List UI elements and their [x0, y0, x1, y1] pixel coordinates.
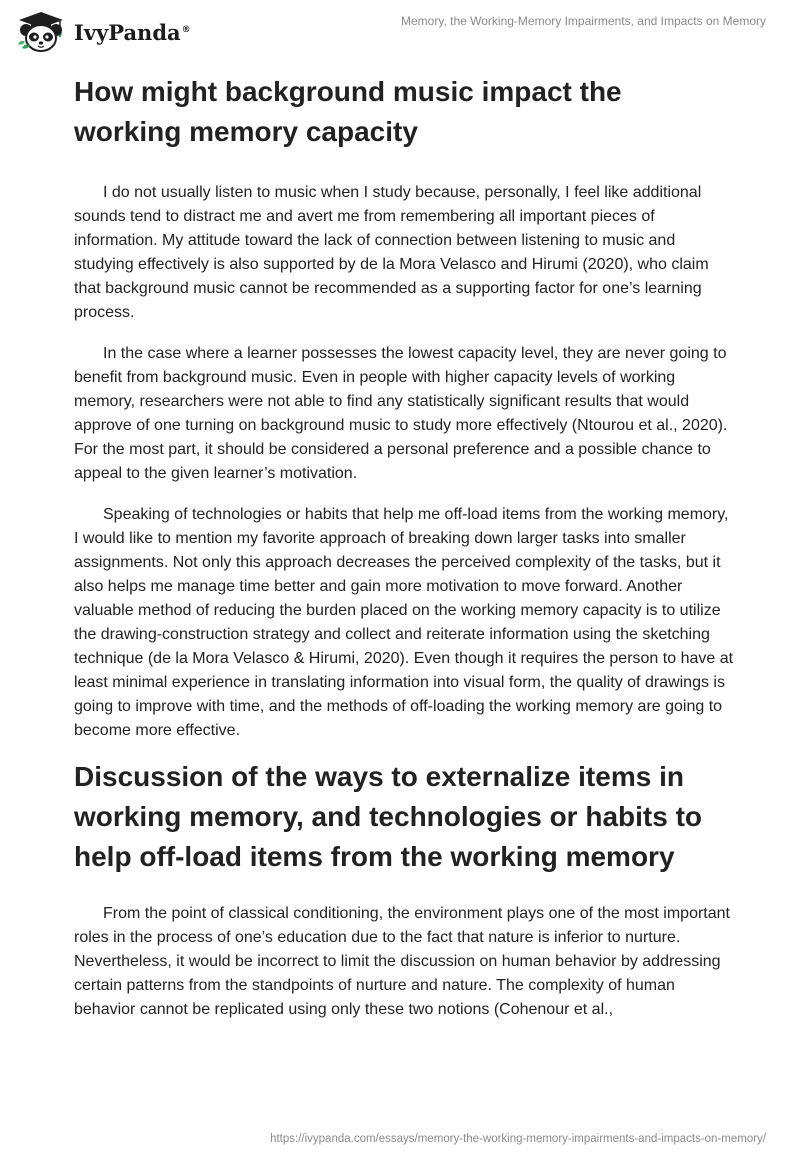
- ivypanda-logo[interactable]: [14, 10, 191, 54]
- page-header: [0, 0, 800, 60]
- paragraph: In the case where a learner possesses the lowest capacity level, they are never going to benefit from background music. Even in people with higher capacity levels of working memory, researchers were not able to find any statistically significant results that would approve of one turning on background music to study more effectively (Ntourou et al., 2020). For the most part, it should be considered a personal preference and a possible chance to appeal to the given learner’s motivation.: [74, 345, 728, 482]
- paragraph: Speaking of technologies or habits that help me off-load items from the working memory, I would like to mention my favorite approach of breaking down larger tasks into smaller assignments. Not only this approach decreases the perceived complexity of the tasks, but it also helps me manage time better and gain more motivation to move forward. Another valuable method of reducing the burden placed on the working memory capacity is to utilize the drawing-construction strategy and collect and reiterate information using the sketching technique (de la Mora Velasco & Hirumi, 2020). Even though it requires the person to have at least minimal experience in translating information into visual form, the quality of drawings is going to improve with time, and the methods of off-loading the working memory are going to become more effective.: [74, 506, 734, 739]
- paragraph: I do not usually listen to music when I study because, personally, I feel like additional sounds tend to distract me and avert me from remembering all important pieces of information. My attitude toward the lack of connection between listening to music and studying effectively is also supported by de la Mora Velasco and Hirumi (2020), who claim that background music cannot be recommended as a supporting factor for one’s learning process.: [74, 184, 709, 321]
- source-url-link[interactable]: https://ivypanda.com/essays/memory-the-working-memory-impairments-and-impacts-on-memory/: [270, 1133, 766, 1145]
- section-heading: How might background music impact the working memory capacity: [74, 76, 622, 147]
- document-title: Memory, the Working-Memory Impairments, and Impacts on Memory: [401, 14, 766, 28]
- logo-text: IvyPanda®: [74, 19, 191, 45]
- article-body: [74, 68, 734, 1022]
- panda-graduate-icon: [14, 10, 68, 54]
- paragraph: From the point of classical conditioning, the environment plays one of the most important roles in the process of one’s education due to the fact that nature is inferior to nurture. Nevertheless, it would be incorrect to limit the discussion on human behavior by addressing certain patterns from the standpoints of nurture and nature. The complexity of human behavior cannot be replicated using only these two notions (Cohenour et al.,: [74, 905, 730, 1018]
- section-heading: Discussion of the ways to externalize items in working memory, and technologies or habits to help off-load items from the working memory: [74, 761, 703, 872]
